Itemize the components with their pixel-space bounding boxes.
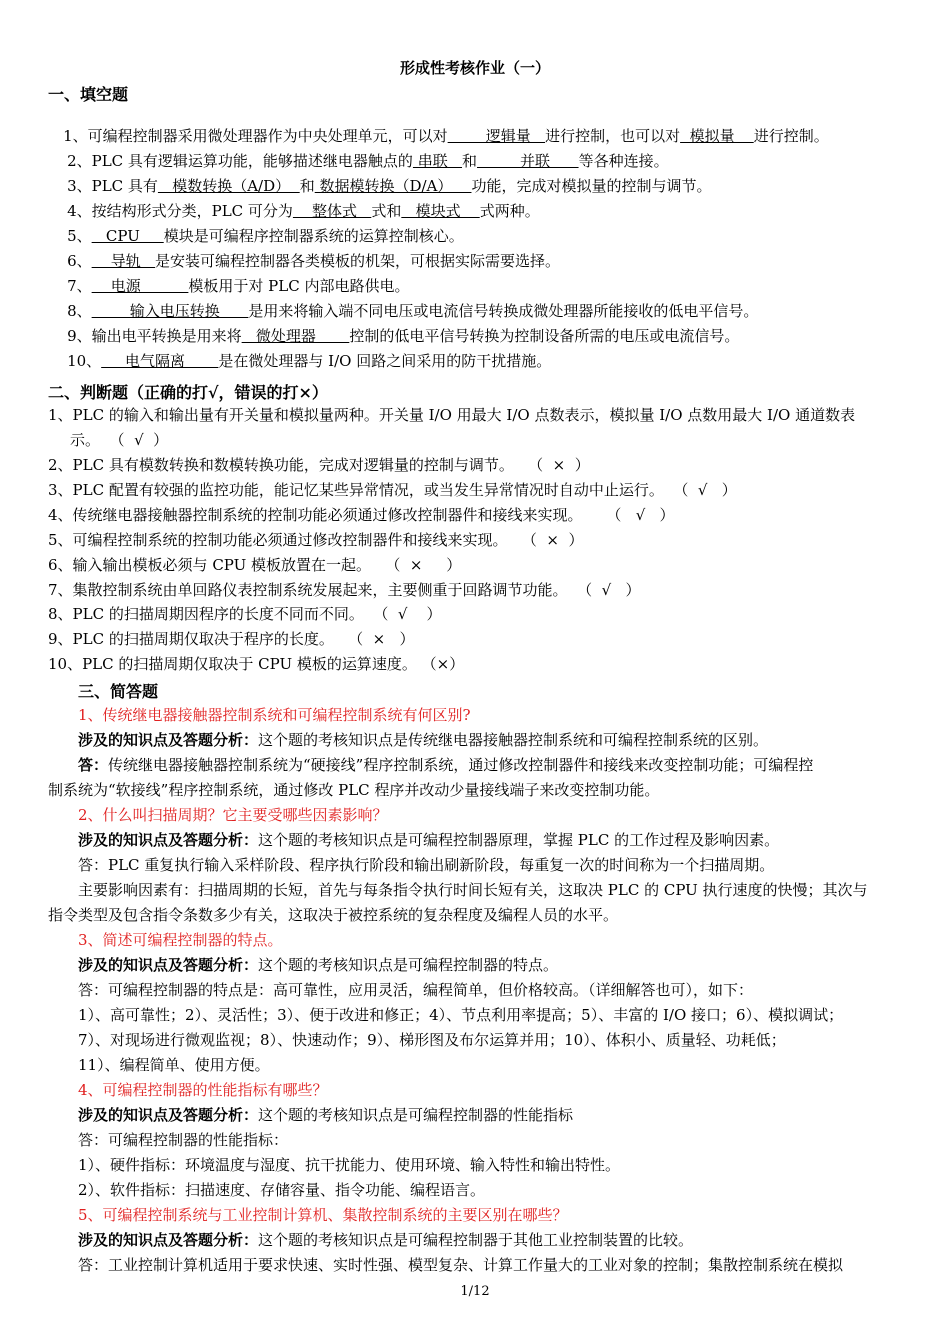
judge-q2: 2、PLC 具有模数转换和数模转换功能，完成对逻辑量的控制与调节。 （ × ） bbox=[48, 456, 590, 474]
short-q3-question: 3、简述可编程控制器的特点。 bbox=[78, 931, 283, 949]
fill-q7: 7、 电源 模板用于对 PLC 内部电路供电。 bbox=[67, 277, 410, 295]
short-q1-analysis: 涉及的知识点及答题分析：这个题的考核知识点是传统继电器接触器控制系统和可编程控制系统的区别。 bbox=[78, 731, 769, 749]
blank-answer: 整体式 bbox=[292, 202, 372, 220]
fill-q8: 8、 输入电压转换 是用来将输入端不同电压或电流信号转换成微处理器所能接收的低电平信号。 bbox=[67, 302, 759, 320]
fill-q10: 10、 电气隔离 是在微处理器与 I/O 回路之间采用的防干扰措施。 bbox=[67, 352, 552, 370]
section2-heading: 二、判断题（正确的打√，错误的打×） bbox=[48, 383, 328, 402]
short-q4-answer-3: 2）、软件指标：扫描速度、存储容量、指令功能、编程语言。 bbox=[78, 1181, 486, 1199]
short-q1-answer: 答：传统继电器接触器控制系统为“硬接线”程序控制系统，通过修改控制器件和接线来改变控制功能；可编程控 bbox=[78, 756, 814, 774]
judge-q8: 8、PLC 的扫描周期因程序的长度不同而不同。 （ √ ） bbox=[48, 605, 442, 623]
blank-answer: 模拟量 bbox=[680, 127, 754, 145]
page-number: 1/12 bbox=[460, 1284, 490, 1299]
blank-answer: 串联 bbox=[412, 152, 463, 170]
fill-q3: 3、PLC 具有 模数转换（A/D） 和 数据模转换（D/A） 功能，完成对模拟量的控制与调节。 bbox=[67, 177, 712, 195]
short-q2-analysis: 涉及的知识点及答题分析：这个题的考核知识点是可编程控制器原理，掌握 PLC 的工作过程及影响因素。 bbox=[78, 831, 780, 849]
fill-q2: 2、PLC 具有逻辑运算功能，能够描述继电器触点的 串联 和 并联 等各种连接。 bbox=[67, 152, 669, 170]
fill-q4: 4、按结构形式分类，PLC 可分为 整体式 式和 模块式 式两种。 bbox=[67, 202, 540, 220]
short-q1-question: 1、传统继电器接触器控制系统和可编程控制系统有何区别? bbox=[78, 706, 471, 724]
blank-answer: 输入电压转换 bbox=[91, 302, 249, 320]
blank-answer: 模块式 bbox=[401, 202, 480, 220]
short-q4-question: 4、可编程控制器的性能指标有哪些？ bbox=[78, 1081, 328, 1099]
short-q2-answer-3: 指令类型及包含指令条数多少有关，这取决于被控系统的复杂程度及编程人员的水平。 bbox=[48, 906, 619, 924]
blank-answer: 电气隔离 bbox=[101, 352, 219, 370]
blank-answer: 逻辑量 bbox=[447, 127, 546, 145]
short-q4-analysis: 涉及的知识点及答题分析：这个题的考核知识点是可编程控制器的性能指标 bbox=[78, 1106, 574, 1124]
blank-answer: 电源 bbox=[91, 277, 189, 295]
short-q4-answer: 答：可编程控制器的性能指标： bbox=[78, 1131, 289, 1149]
short-q3-answer-2: 1）、高可靠性；2）、灵活性；3）、便于改进和修正；4）、节点利用率提高；5）、丰富的 I/O 接口；6）、模拟调试； bbox=[78, 1006, 844, 1024]
fill-q1: 1、可编程控制器采用微处理器作为中央处理单元，可以对 逻辑量 进行控制，也可以对 模拟量 进行控制。 bbox=[63, 127, 829, 145]
short-q2-question: 2、什么叫扫描周期？它主要受哪些因素影响？ bbox=[78, 806, 388, 824]
blank-answer: 数据模转换（D/A） bbox=[314, 177, 472, 195]
blank-answer: CPU bbox=[91, 227, 164, 245]
fill-q5: 5、 CPU 模块是可编程序控制器系统的运算控制核心。 bbox=[67, 227, 464, 245]
judge-q5: 5、可编程控制系统的控制功能必须通过修改控制器件和接线来实现。 （ × ） bbox=[48, 531, 584, 549]
fill-q9: 9、输出电平转换是用来将 微处理器 控制的低电平信号转换为控制设备所需的电压或电流信号。 bbox=[67, 327, 740, 345]
fill-q6: 6、 导轨 是安装可编程控制器各类模板的机架，可根据实际需要选择。 bbox=[67, 252, 561, 270]
page-title: 形成性考核作业（一） bbox=[399, 59, 550, 77]
judge-q1: 1、PLC 的输入和输出量有开关量和模拟量两种。开关量 I/O 用最大 I/O 点数表示，模拟量 I/O 点数用最大 I/O 通道数表 bbox=[48, 406, 856, 424]
section3-heading: 三、简答题 bbox=[78, 682, 159, 701]
blank-answer: 导轨 bbox=[91, 252, 156, 270]
short-q2-answer: 答：PLC 重复执行输入采样阶段、程序执行阶段和输出刷新阶段，每重复一次的时间称为一个扫描周期。 bbox=[78, 856, 775, 874]
judge-q10: 10、PLC 的扫描周期仅取决于 CPU 模板的运算速度。 （×） bbox=[48, 655, 465, 673]
short-q1-answer-cont: 制系统为“软接线”程序控制系统，通过修改 PLC 程序并改动少量接线端子来改变控制功能。 bbox=[48, 781, 660, 799]
judge-q7: 7、集散控制系统由单回路仪表控制系统发展起来，主要侧重于回路调节功能。 （ √ ） bbox=[48, 581, 641, 599]
short-q2-answer-2: 主要影响因素有：扫描周期的长短，首先与每条指令执行时间长短有关，这取决 PLC 的 CPU 执行速度的快慢；其次与 bbox=[78, 881, 868, 899]
blank-answer: 模数转换（A/D） bbox=[157, 177, 300, 195]
short-q3-answer-3: 7）、对现场进行微观监视；8）、快速动作；9）、梯形图及布尔运算并用；10）、体积小、质量轻、功耗低； bbox=[78, 1031, 786, 1049]
judge-q9: 9、PLC 的扫描周期仅取决于程序的长度。 （ × ） bbox=[48, 630, 415, 648]
judge-q1-cont: 示。 （ √ ） bbox=[70, 431, 169, 449]
blank-answer: 微处理器 bbox=[241, 327, 350, 345]
short-q3-answer-4: 11）、编程简单、使用方便。 bbox=[78, 1056, 270, 1074]
short-q3-analysis: 涉及的知识点及答题分析：这个题的考核知识点是可编程控制器的特点。 bbox=[78, 956, 559, 974]
judge-q3: 3、PLC 配置有较强的监控功能，能记忆某些异常情况，或当发生异常情况时自动中止运行。 （ √ ） bbox=[48, 481, 737, 499]
judge-q6: 6、输入输出模板必须与 CPU 模板放置在一起。 （ × ） bbox=[48, 556, 462, 574]
short-q3-answer: 答：可编程控制器的特点是：高可靠性，应用灵活，编程简单，但价格较高。（详细解答也可），如下： bbox=[78, 981, 754, 999]
short-q5-analysis: 涉及的知识点及答题分析：这个题的考核知识点是可编程控制器于其他工业控制装置的比较。 bbox=[78, 1231, 694, 1249]
blank-answer: 并联 bbox=[477, 152, 579, 170]
judge-q4: 4、传统继电器接触器控制系统的控制功能必须通过修改控制器件和接线来实现。 （ √ ） bbox=[48, 506, 675, 524]
short-q5-answer: 答：工业控制计算机适用于要求快速、实时性强、模型复杂、计算工作量大的工业对象的控制；集散控制系统在模拟 bbox=[78, 1256, 844, 1274]
short-q4-answer-2: 1）、硬件指标：环境温度与湿度、抗干扰能力、使用环境、输入特性和输出特性。 bbox=[78, 1156, 621, 1174]
short-q5-question: 5、可编程控制系统与工业控制计算机、集散控制系统的主要区别在哪些？ bbox=[78, 1206, 568, 1224]
section1-heading: 一、填空题 bbox=[48, 85, 129, 104]
